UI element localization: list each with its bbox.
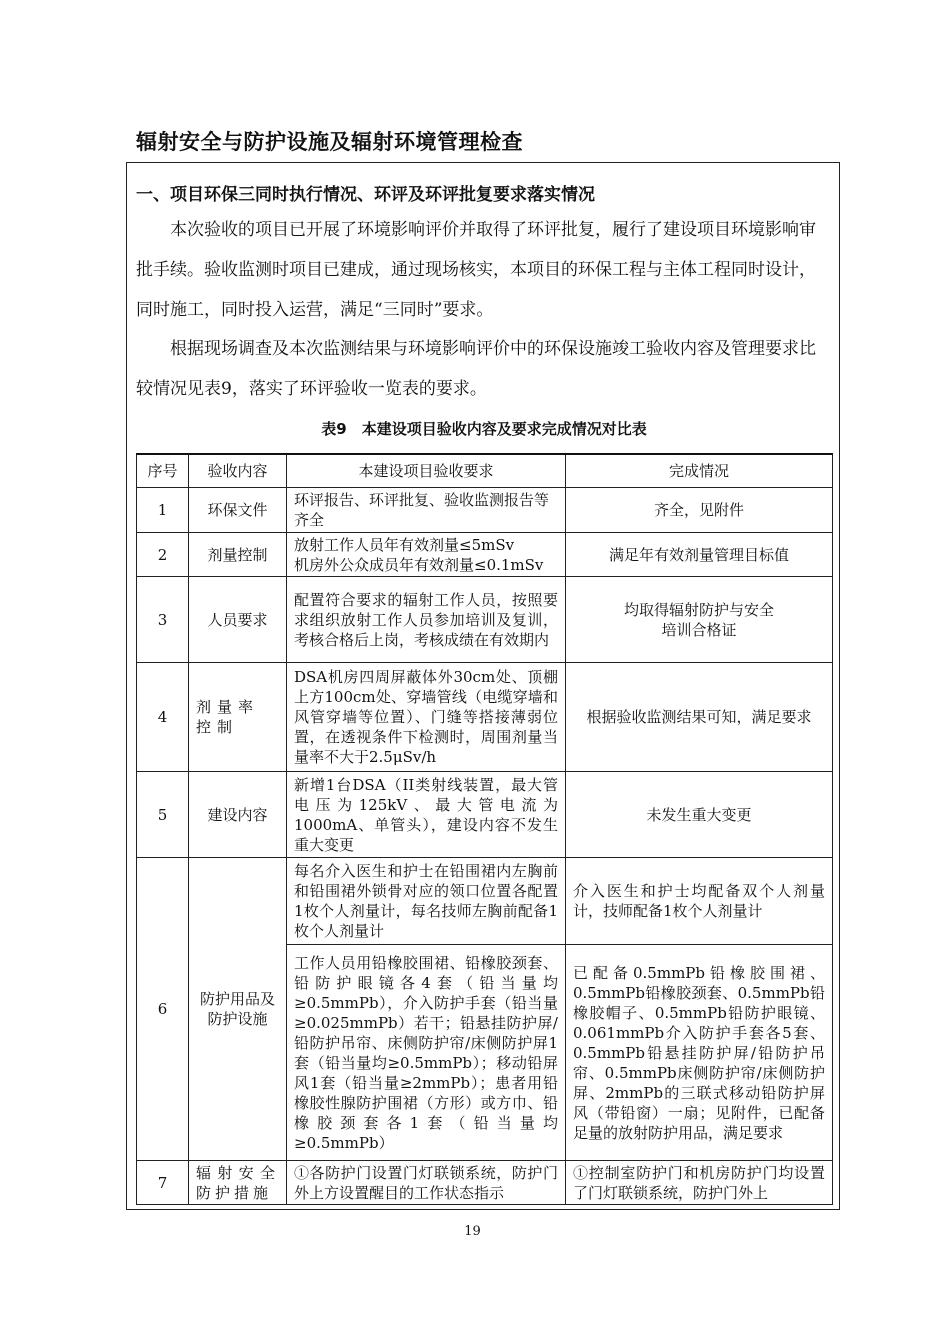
row-requirement — [287, 533, 566, 577]
table-row — [137, 1161, 833, 1205]
page-title: 辐射安全与防护设施及辐射环境管理检查 — [136, 130, 523, 154]
table-row — [137, 533, 833, 577]
paragraph-1-text: 本次验收的项目已开展了环境影响评价并取得了环评批复，履行了建设项目环境影响审批手续。验收监测时项目已建成，通过现场核实，本项目的环保工程与主体工程同时设计，同时施工，同时投入运营，满足“三同时”要求。 — [136, 220, 816, 320]
row-requirement: ①各防护门设置门灯联锁系统，防护门外上方设置醒目的工作状态指示 — [287, 1161, 566, 1205]
row-completion: 根据验收监测结果可知，满足要求 — [566, 663, 833, 772]
row-item: 剂量控制 — [189, 533, 287, 577]
completion-line: 均取得辐射防护与安全 — [623, 600, 774, 619]
row-item: 环保文件 — [189, 488, 287, 533]
paragraph-2 — [136, 329, 826, 409]
row-completion: 未发生重大变更 — [566, 772, 833, 858]
row-requirement: 每名介入医生和护士在铅围裙内左胸前和铅围裙外锁骨对应的领口位置各配置1枚个人剂量计，每名技师左胸前配备1枚个人剂量计 — [287, 858, 566, 945]
table-row — [137, 577, 833, 663]
row-requirement: 配置符合要求的辐射工作人员，按照要求组织放射工作人员参加培训及复训，考核合格后上岗，考核成绩在有效期内 — [287, 577, 566, 663]
row-requirement: 工作人员用铅橡胶围裙、铅橡胶颈套、铅防护眼镜各4套（铅当量均≥0.5mmPb），介入防护手套（铅当量≥0.025mmPb）若干；铅悬挂防护屏/铅防护吊帘、床侧防护帘/床侧防护屏1套（铅当量均≥0.5mmPb）；移动铅屏风1套（铅当量≥2mmPb）；患者用铅橡胶性腺防护围裙（方形）或方巾、铅橡胶颈套各1套（铅当量均≥0.5mmPb） — [287, 945, 566, 1161]
page-number: 19 — [464, 1224, 481, 1239]
requirement-line: 放射工作人员年有效剂量≤5mSv — [294, 535, 515, 554]
row-completion: 齐全，见附件 — [566, 488, 833, 533]
row-completion — [566, 577, 833, 663]
acceptance-table — [136, 453, 833, 1205]
section-heading: 一、项目环保三同时执行情况、环评及环评批复要求落实情况 — [136, 185, 595, 205]
table-row — [137, 772, 833, 858]
row-requirement: DSA机房四周屏蔽体外30cm处、顶棚上方100cm处、穿墙管线（电缆穿墙和风管穿墙等位置）、门缝等搭接薄弱位置，在透视条件下检测时，周围剂量当量率不大于2.5μSv/h — [287, 663, 566, 772]
row-no: 2 — [137, 533, 189, 577]
row-no: 6 — [137, 858, 189, 1161]
row-item: 剂量率控制 — [189, 663, 287, 772]
row-no: 7 — [137, 1161, 189, 1205]
table-row — [137, 488, 833, 533]
paragraph-2-text: 根据现场调查及本次监测结果与环境影响评价中的环保设施竣工验收内容及管理要求比较情况见表9，落实了环评验收一览表的要求。 — [136, 339, 816, 399]
row-item: 防护用品及防护设施 — [189, 858, 287, 1161]
requirement-line: 机房外公众成员年有效剂量≤0.1mSv — [294, 555, 544, 574]
row-requirement: 新增1台DSA（II类射线装置，最大管电压为125kV、最大管电流为1000mA、单管头），建设内容不发生重大变更 — [287, 772, 566, 858]
row-no: 4 — [137, 663, 189, 772]
header-completion: 完成情况 — [566, 454, 833, 488]
row-completion: 已配备0.5mmPb铅橡胶围裙、0.5mmPb铅橡胶颈套、0.5mmPb铅橡胶帽子、0.5mmPb铅防护眼镜、0.061mmPb介入防护手套各5套、0.5mmPb铅悬挂防护屏/铅防护吊帘、0.5mmPb床侧防护帘/床侧防护屏、2mmPb的三联式移动铅防护屏风（带铅窗）一扇；见附件，已配备足量的放射防护用品，满足要求 — [566, 945, 833, 1161]
paragraph-1 — [136, 210, 826, 330]
table-header-row — [137, 454, 833, 488]
row-no: 1 — [137, 488, 189, 533]
header-no: 序号 — [137, 454, 189, 488]
header-requirement: 本建设项目验收要求 — [287, 454, 566, 488]
header-item: 验收内容 — [189, 454, 287, 488]
table-row — [137, 858, 833, 945]
row-item: 辐射安全防护措施 — [189, 1161, 287, 1205]
row-requirement: 环评报告、环评批复、验收监测报告等齐全 — [287, 488, 566, 533]
row-item: 人员要求 — [189, 577, 287, 663]
row-no: 3 — [137, 577, 189, 663]
row-completion: 介入医生和护士均配备双个人剂量计，技师配备1枚个人剂量计 — [566, 858, 833, 945]
row-no: 5 — [137, 772, 189, 858]
row-completion: 满足年有效剂量管理目标值 — [566, 533, 833, 577]
completion-line: 培训合格证 — [661, 620, 737, 639]
row-completion: ①控制室防护门和机房防护门均设置了门灯联锁系统，防护门外上 — [566, 1161, 833, 1205]
table-row — [137, 663, 833, 772]
table-caption: 表9 本建设项目验收内容及要求完成情况对比表 — [321, 420, 647, 438]
row-item: 建设内容 — [189, 772, 287, 858]
